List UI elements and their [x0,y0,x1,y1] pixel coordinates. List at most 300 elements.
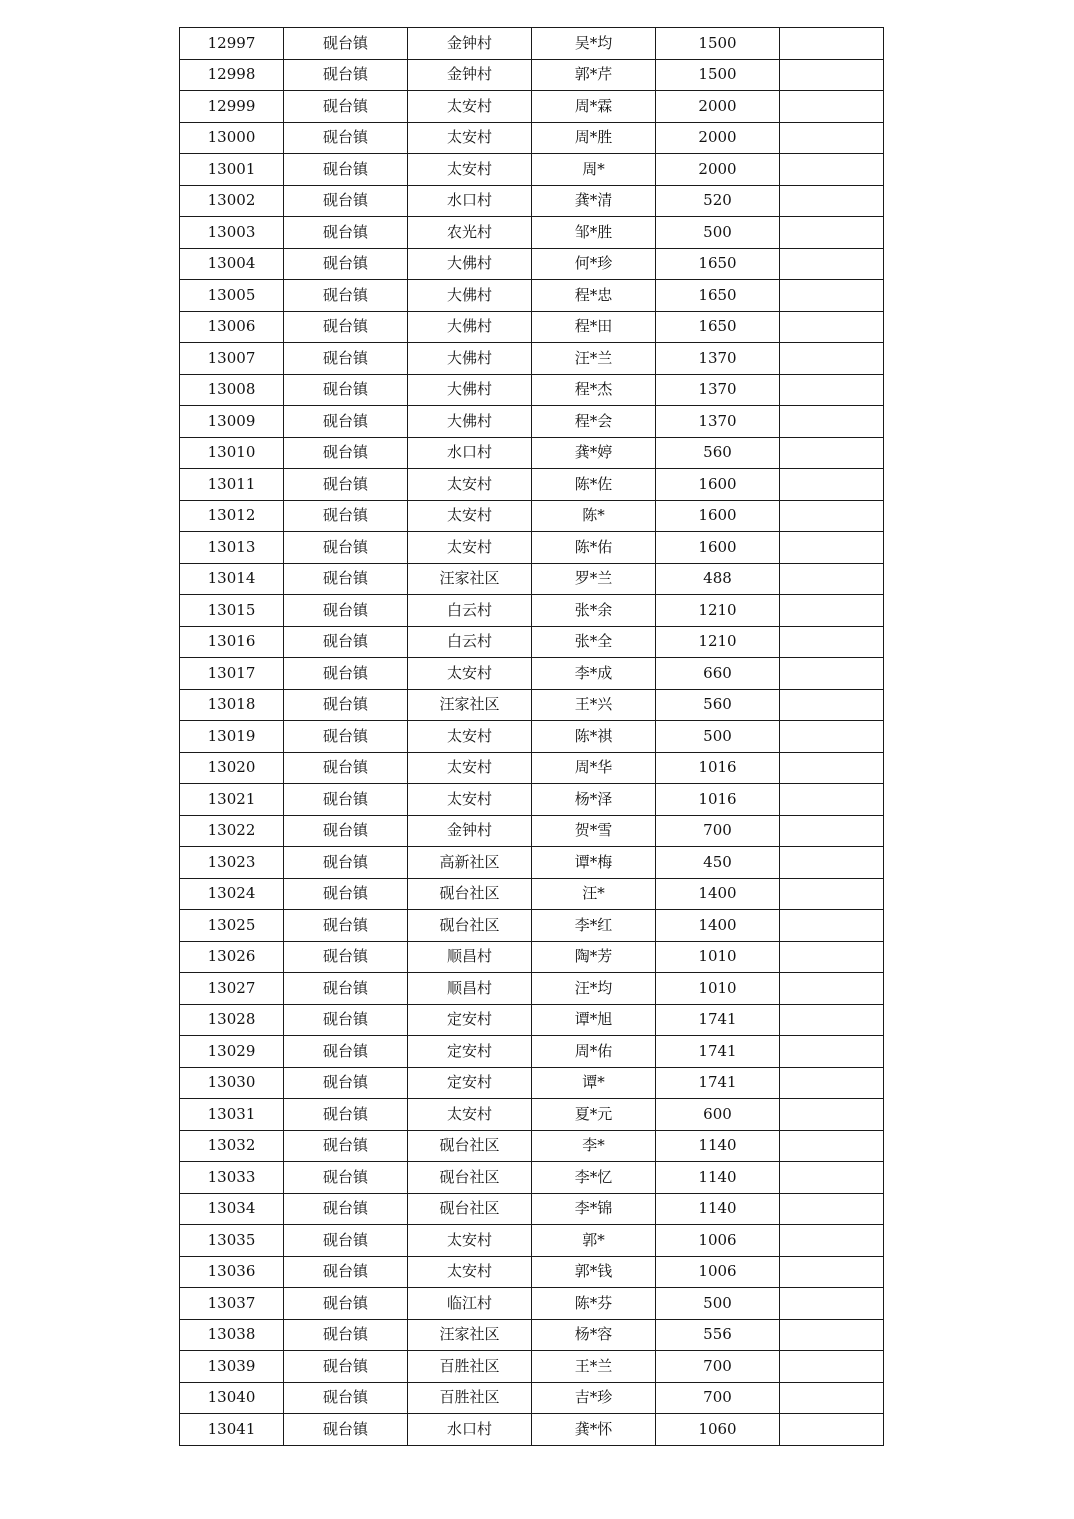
remark-cell [780,532,884,564]
table-row [180,374,884,406]
table-row [180,406,884,438]
serial-number-cell: 13005 [180,280,284,312]
amount-cell: 2000 [656,91,780,123]
name-cell: 龚*清 [532,185,656,217]
town-cell: 砚台镇 [284,1414,408,1446]
table-row [180,91,884,123]
name-cell: 郭*钱 [532,1256,656,1288]
amount-cell: 700 [656,1351,780,1383]
amount-cell: 450 [656,847,780,879]
name-cell: 程*忠 [532,280,656,312]
village-cell: 砚台社区 [408,1193,532,1225]
amount-cell: 1210 [656,595,780,627]
amount-cell: 1016 [656,752,780,784]
name-cell: 周*佑 [532,1036,656,1068]
village-cell: 大佛村 [408,280,532,312]
village-cell: 农光村 [408,217,532,249]
remark-cell [780,1193,884,1225]
remark-cell [780,154,884,186]
amount-cell: 1741 [656,1004,780,1036]
table-row [180,973,884,1005]
name-cell: 夏*元 [532,1099,656,1131]
remark-cell [780,689,884,721]
town-cell: 砚台镇 [284,563,408,595]
town-cell: 砚台镇 [284,154,408,186]
remark-cell [780,437,884,469]
name-cell: 陈*芬 [532,1288,656,1320]
town-cell: 砚台镇 [284,1193,408,1225]
town-cell: 砚台镇 [284,437,408,469]
amount-cell: 600 [656,1099,780,1131]
amount-cell: 1370 [656,406,780,438]
village-cell: 白云村 [408,595,532,627]
town-cell: 砚台镇 [284,595,408,627]
village-cell: 大佛村 [408,248,532,280]
town-cell: 砚台镇 [284,689,408,721]
table-row [180,532,884,564]
name-cell: 邹*胜 [532,217,656,249]
name-cell: 程*田 [532,311,656,343]
name-cell: 陈*佐 [532,469,656,501]
town-cell: 砚台镇 [284,847,408,879]
amount-cell: 1600 [656,532,780,564]
remark-cell [780,784,884,816]
table-row [180,910,884,942]
serial-number-cell: 13007 [180,343,284,375]
name-cell: 汪* [532,878,656,910]
town-cell: 砚台镇 [284,1382,408,1414]
town-cell: 砚台镇 [284,878,408,910]
town-cell: 砚台镇 [284,1130,408,1162]
serial-number-cell: 13028 [180,1004,284,1036]
amount-cell: 1500 [656,28,780,60]
table-row [180,1193,884,1225]
table-row [180,217,884,249]
town-cell: 砚台镇 [284,280,408,312]
amount-cell: 556 [656,1319,780,1351]
remark-cell [780,500,884,532]
village-cell: 大佛村 [408,343,532,375]
village-cell: 太安村 [408,469,532,501]
serial-number-cell: 13027 [180,973,284,1005]
serial-number-cell: 13031 [180,1099,284,1131]
amount-cell: 2000 [656,154,780,186]
name-cell: 李*红 [532,910,656,942]
name-cell: 何*珍 [532,248,656,280]
amount-cell: 1400 [656,878,780,910]
amount-cell: 1010 [656,941,780,973]
remark-cell [780,343,884,375]
town-cell: 砚台镇 [284,1351,408,1383]
village-cell: 汪家社区 [408,563,532,595]
remark-cell [780,563,884,595]
table-row [180,563,884,595]
amount-cell: 488 [656,563,780,595]
remark-cell [780,973,884,1005]
town-cell: 砚台镇 [284,311,408,343]
town-cell: 砚台镇 [284,406,408,438]
remark-cell [780,28,884,60]
serial-number-cell: 13032 [180,1130,284,1162]
remark-cell [780,941,884,973]
serial-number-cell: 13010 [180,437,284,469]
remark-cell [780,1067,884,1099]
serial-number-cell: 13018 [180,689,284,721]
serial-number-cell: 12997 [180,28,284,60]
table-row [180,941,884,973]
serial-number-cell: 13003 [180,217,284,249]
serial-number-cell: 13039 [180,1351,284,1383]
village-cell: 百胜社区 [408,1382,532,1414]
village-cell: 金钟村 [408,59,532,91]
table-row [180,1414,884,1446]
name-cell: 周* [532,154,656,186]
name-cell: 杨*泽 [532,784,656,816]
name-cell: 谭*梅 [532,847,656,879]
town-cell: 砚台镇 [284,1067,408,1099]
remark-cell [780,248,884,280]
town-cell: 砚台镇 [284,59,408,91]
amount-cell: 1400 [656,910,780,942]
village-cell: 太安村 [408,91,532,123]
table-row [180,248,884,280]
name-cell: 李* [532,1130,656,1162]
remark-cell [780,311,884,343]
table-row [180,1256,884,1288]
town-cell: 砚台镇 [284,1288,408,1320]
remark-cell [780,1004,884,1036]
town-cell: 砚台镇 [284,91,408,123]
village-cell: 大佛村 [408,406,532,438]
amount-cell: 1370 [656,374,780,406]
serial-number-cell: 12998 [180,59,284,91]
name-cell: 郭*芹 [532,59,656,91]
village-cell: 定安村 [408,1036,532,1068]
name-cell: 张*全 [532,626,656,658]
serial-number-cell: 13036 [180,1256,284,1288]
serial-number-cell: 13006 [180,311,284,343]
town-cell: 砚台镇 [284,1319,408,1351]
remark-cell [780,910,884,942]
remark-cell [780,1382,884,1414]
village-cell: 定安村 [408,1067,532,1099]
name-cell: 吴*均 [532,28,656,60]
name-cell: 谭*旭 [532,1004,656,1036]
name-cell: 李*忆 [532,1162,656,1194]
village-cell: 大佛村 [408,311,532,343]
remark-cell [780,406,884,438]
remark-cell [780,1099,884,1131]
table-row [180,721,884,753]
town-cell: 砚台镇 [284,626,408,658]
remark-cell [780,1162,884,1194]
table-row [180,59,884,91]
remark-cell [780,122,884,154]
table-row [180,689,884,721]
table-row [180,1288,884,1320]
town-cell: 砚台镇 [284,752,408,784]
village-cell: 砚台社区 [408,1162,532,1194]
village-cell: 顺昌村 [408,941,532,973]
amount-cell: 1140 [656,1130,780,1162]
table-row [180,343,884,375]
village-cell: 太安村 [408,721,532,753]
village-cell: 太安村 [408,500,532,532]
table-row [180,154,884,186]
name-cell: 周*胜 [532,122,656,154]
serial-number-cell: 13008 [180,374,284,406]
amount-cell: 700 [656,815,780,847]
remark-cell [780,626,884,658]
serial-number-cell: 13030 [180,1067,284,1099]
town-cell: 砚台镇 [284,469,408,501]
village-cell: 白云村 [408,626,532,658]
town-cell: 砚台镇 [284,658,408,690]
remark-cell [780,469,884,501]
name-cell: 杨*容 [532,1319,656,1351]
town-cell: 砚台镇 [284,532,408,564]
amount-cell: 1370 [656,343,780,375]
village-cell: 定安村 [408,1004,532,1036]
serial-number-cell: 13040 [180,1382,284,1414]
town-cell: 砚台镇 [284,1225,408,1257]
serial-number-cell: 13035 [180,1225,284,1257]
village-cell: 顺昌村 [408,973,532,1005]
amount-cell: 1140 [656,1162,780,1194]
serial-number-cell: 13025 [180,910,284,942]
amount-cell: 1010 [656,973,780,1005]
remark-cell [780,59,884,91]
amount-cell: 500 [656,217,780,249]
name-cell: 王*兴 [532,689,656,721]
remark-cell [780,1036,884,1068]
serial-number-cell: 13002 [180,185,284,217]
town-cell: 砚台镇 [284,374,408,406]
name-cell: 汪*均 [532,973,656,1005]
town-cell: 砚台镇 [284,784,408,816]
village-cell: 汪家社区 [408,689,532,721]
amount-cell: 2000 [656,122,780,154]
table-row [180,815,884,847]
name-cell: 贺*雪 [532,815,656,847]
remark-cell [780,1351,884,1383]
table-row [180,1130,884,1162]
town-cell: 砚台镇 [284,941,408,973]
remark-cell [780,658,884,690]
town-cell: 砚台镇 [284,721,408,753]
name-cell: 吉*珍 [532,1382,656,1414]
name-cell: 周*霖 [532,91,656,123]
village-cell: 砚台社区 [408,878,532,910]
remark-cell [780,752,884,784]
name-cell: 李*锦 [532,1193,656,1225]
village-cell: 汪家社区 [408,1319,532,1351]
village-cell: 水口村 [408,185,532,217]
serial-number-cell: 13016 [180,626,284,658]
table-row [180,752,884,784]
name-cell: 陈*佑 [532,532,656,564]
name-cell: 罗*兰 [532,563,656,595]
serial-number-cell: 13001 [180,154,284,186]
record-table [179,27,884,1446]
amount-cell: 660 [656,658,780,690]
serial-number-cell: 13012 [180,500,284,532]
village-cell: 金钟村 [408,28,532,60]
table-row [180,1351,884,1383]
table-row [180,1225,884,1257]
village-cell: 太安村 [408,658,532,690]
name-cell: 谭* [532,1067,656,1099]
table-row [180,185,884,217]
serial-number-cell: 13026 [180,941,284,973]
village-cell: 太安村 [408,154,532,186]
village-cell: 太安村 [408,122,532,154]
name-cell: 龚*怀 [532,1414,656,1446]
amount-cell: 1500 [656,59,780,91]
village-cell: 金钟村 [408,815,532,847]
amount-cell: 1060 [656,1414,780,1446]
amount-cell: 1600 [656,469,780,501]
serial-number-cell: 12999 [180,91,284,123]
remark-cell [780,815,884,847]
amount-cell: 1140 [656,1193,780,1225]
serial-number-cell: 13009 [180,406,284,438]
table-row [180,878,884,910]
serial-number-cell: 13023 [180,847,284,879]
town-cell: 砚台镇 [284,122,408,154]
town-cell: 砚台镇 [284,248,408,280]
remark-cell [780,721,884,753]
village-cell: 太安村 [408,1099,532,1131]
table-row [180,626,884,658]
name-cell: 周*华 [532,752,656,784]
amount-cell: 1600 [656,500,780,532]
serial-number-cell: 13034 [180,1193,284,1225]
village-cell: 临江村 [408,1288,532,1320]
amount-cell: 1006 [656,1225,780,1257]
table-row [180,311,884,343]
table-row [180,28,884,60]
remark-cell [780,1256,884,1288]
town-cell: 砚台镇 [284,815,408,847]
table-row [180,595,884,627]
town-cell: 砚台镇 [284,500,408,532]
name-cell: 程*会 [532,406,656,438]
serial-number-cell: 13014 [180,563,284,595]
town-cell: 砚台镇 [284,217,408,249]
name-cell: 汪*兰 [532,343,656,375]
town-cell: 砚台镇 [284,1162,408,1194]
amount-cell: 1210 [656,626,780,658]
serial-number-cell: 13024 [180,878,284,910]
table-row [180,1036,884,1068]
town-cell: 砚台镇 [284,1036,408,1068]
serial-number-cell: 13020 [180,752,284,784]
remark-cell [780,595,884,627]
village-cell: 砚台社区 [408,1130,532,1162]
serial-number-cell: 13021 [180,784,284,816]
town-cell: 砚台镇 [284,343,408,375]
table-row [180,280,884,312]
village-cell: 太安村 [408,752,532,784]
table-row [180,1004,884,1036]
amount-cell: 1016 [656,784,780,816]
remark-cell [780,1288,884,1320]
amount-cell: 500 [656,721,780,753]
amount-cell: 560 [656,689,780,721]
town-cell: 砚台镇 [284,1004,408,1036]
serial-number-cell: 13038 [180,1319,284,1351]
town-cell: 砚台镇 [284,185,408,217]
amount-cell: 1650 [656,280,780,312]
table-row [180,1162,884,1194]
table-row [180,500,884,532]
serial-number-cell: 13019 [180,721,284,753]
name-cell: 陶*芳 [532,941,656,973]
amount-cell: 1741 [656,1036,780,1068]
village-cell: 太安村 [408,784,532,816]
remark-cell [780,374,884,406]
serial-number-cell: 13022 [180,815,284,847]
town-cell: 砚台镇 [284,1256,408,1288]
table-row [180,437,884,469]
village-cell: 大佛村 [408,374,532,406]
table-row [180,784,884,816]
table-row [180,658,884,690]
table-row [180,1382,884,1414]
town-cell: 砚台镇 [284,28,408,60]
serial-number-cell: 13013 [180,532,284,564]
name-cell: 王*兰 [532,1351,656,1383]
amount-cell: 1650 [656,311,780,343]
serial-number-cell: 13000 [180,122,284,154]
village-cell: 太安村 [408,1256,532,1288]
remark-cell [780,878,884,910]
village-cell: 高新社区 [408,847,532,879]
table-row [180,1319,884,1351]
name-cell: 程*杰 [532,374,656,406]
table-row [180,469,884,501]
name-cell: 龚*婷 [532,437,656,469]
name-cell: 李*成 [532,658,656,690]
serial-number-cell: 13041 [180,1414,284,1446]
serial-number-cell: 13004 [180,248,284,280]
remark-cell [780,1319,884,1351]
amount-cell: 1006 [656,1256,780,1288]
remark-cell [780,217,884,249]
village-cell: 百胜社区 [408,1351,532,1383]
serial-number-cell: 13017 [180,658,284,690]
village-cell: 水口村 [408,437,532,469]
table-row [180,122,884,154]
amount-cell: 700 [656,1382,780,1414]
remark-cell [780,91,884,123]
remark-cell [780,280,884,312]
amount-cell: 1741 [656,1067,780,1099]
name-cell: 陈* [532,500,656,532]
remark-cell [780,1414,884,1446]
name-cell: 张*余 [532,595,656,627]
remark-cell [780,1130,884,1162]
name-cell: 郭* [532,1225,656,1257]
table-row [180,1099,884,1131]
town-cell: 砚台镇 [284,910,408,942]
serial-number-cell: 13029 [180,1036,284,1068]
village-cell: 太安村 [408,1225,532,1257]
amount-cell: 1650 [656,248,780,280]
name-cell: 陈*祺 [532,721,656,753]
table-body [180,28,884,1446]
